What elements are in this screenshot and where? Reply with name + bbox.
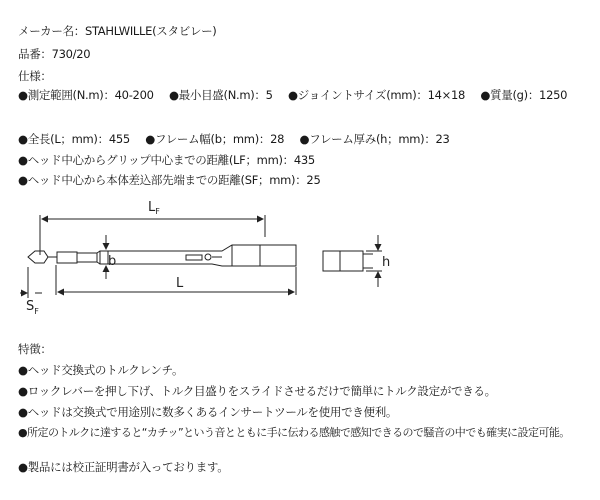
spec-title: 仕様： <box>18 69 52 83</box>
wrench-dimension-diagram <box>0 195 600 320</box>
spec-lf: ●ヘッド中心からグリップ中心までの距離(LF；mm)：435 <box>18 153 315 167</box>
label-l: L <box>176 276 184 291</box>
feature-item: ●ヘッドは交換式で用途別に数多くあるインサートツールを使用でき便利。 <box>18 405 398 419</box>
feature-item: ●ロックレバーを押し下げ、トルク目盛りをスライドさせるだけで簡単にトルク設定ができる。 <box>18 384 496 398</box>
part-number-line: 品番：730/20 <box>18 47 91 61</box>
calibration-note: ●製品には校正証明書が入っております。 <box>18 460 229 474</box>
spec-frame-thickness: ●フレーム厚み(h；mm)：23 <box>299 132 450 146</box>
spec-joint-size: ●ジョイントサイズ(mm)：14×18 <box>288 88 465 102</box>
label-sf: $S_F$ <box>26 299 39 316</box>
feature-item: ●所定のトルクに達すると“カチッ”という音とともに手に伝わる感触で感知できるので騒音の中でも確実に設定可能。 <box>18 426 570 439</box>
label-b: b <box>108 254 117 269</box>
spec-mass: ●質量(g)：1250 <box>480 88 568 102</box>
features-title: 特徴： <box>18 342 52 356</box>
spec-torque-range: ●測定範囲(N.m)：40-200 <box>18 88 154 102</box>
spec-length: ●全長(L；mm)：455 <box>18 132 130 146</box>
spec-row-1 <box>18 88 579 102</box>
label-h: h <box>382 255 391 270</box>
maker-line: メーカー名：STAHLWILLE(スタビレー) <box>18 24 217 38</box>
spec-min-scale: ●最小目盛(N.m)：5 <box>168 88 273 102</box>
feature-item: ●ヘッド交換式のトルクレンチ。 <box>18 363 184 377</box>
spec-row-2 <box>18 132 462 146</box>
label-lf: $L_F$ <box>148 200 160 216</box>
spec-sf: ●ヘッド中心から本体差込部先端までの距離(SF；mm)：25 <box>18 173 321 187</box>
spec-frame-width: ●フレーム幅(b；mm)：28 <box>145 132 285 146</box>
